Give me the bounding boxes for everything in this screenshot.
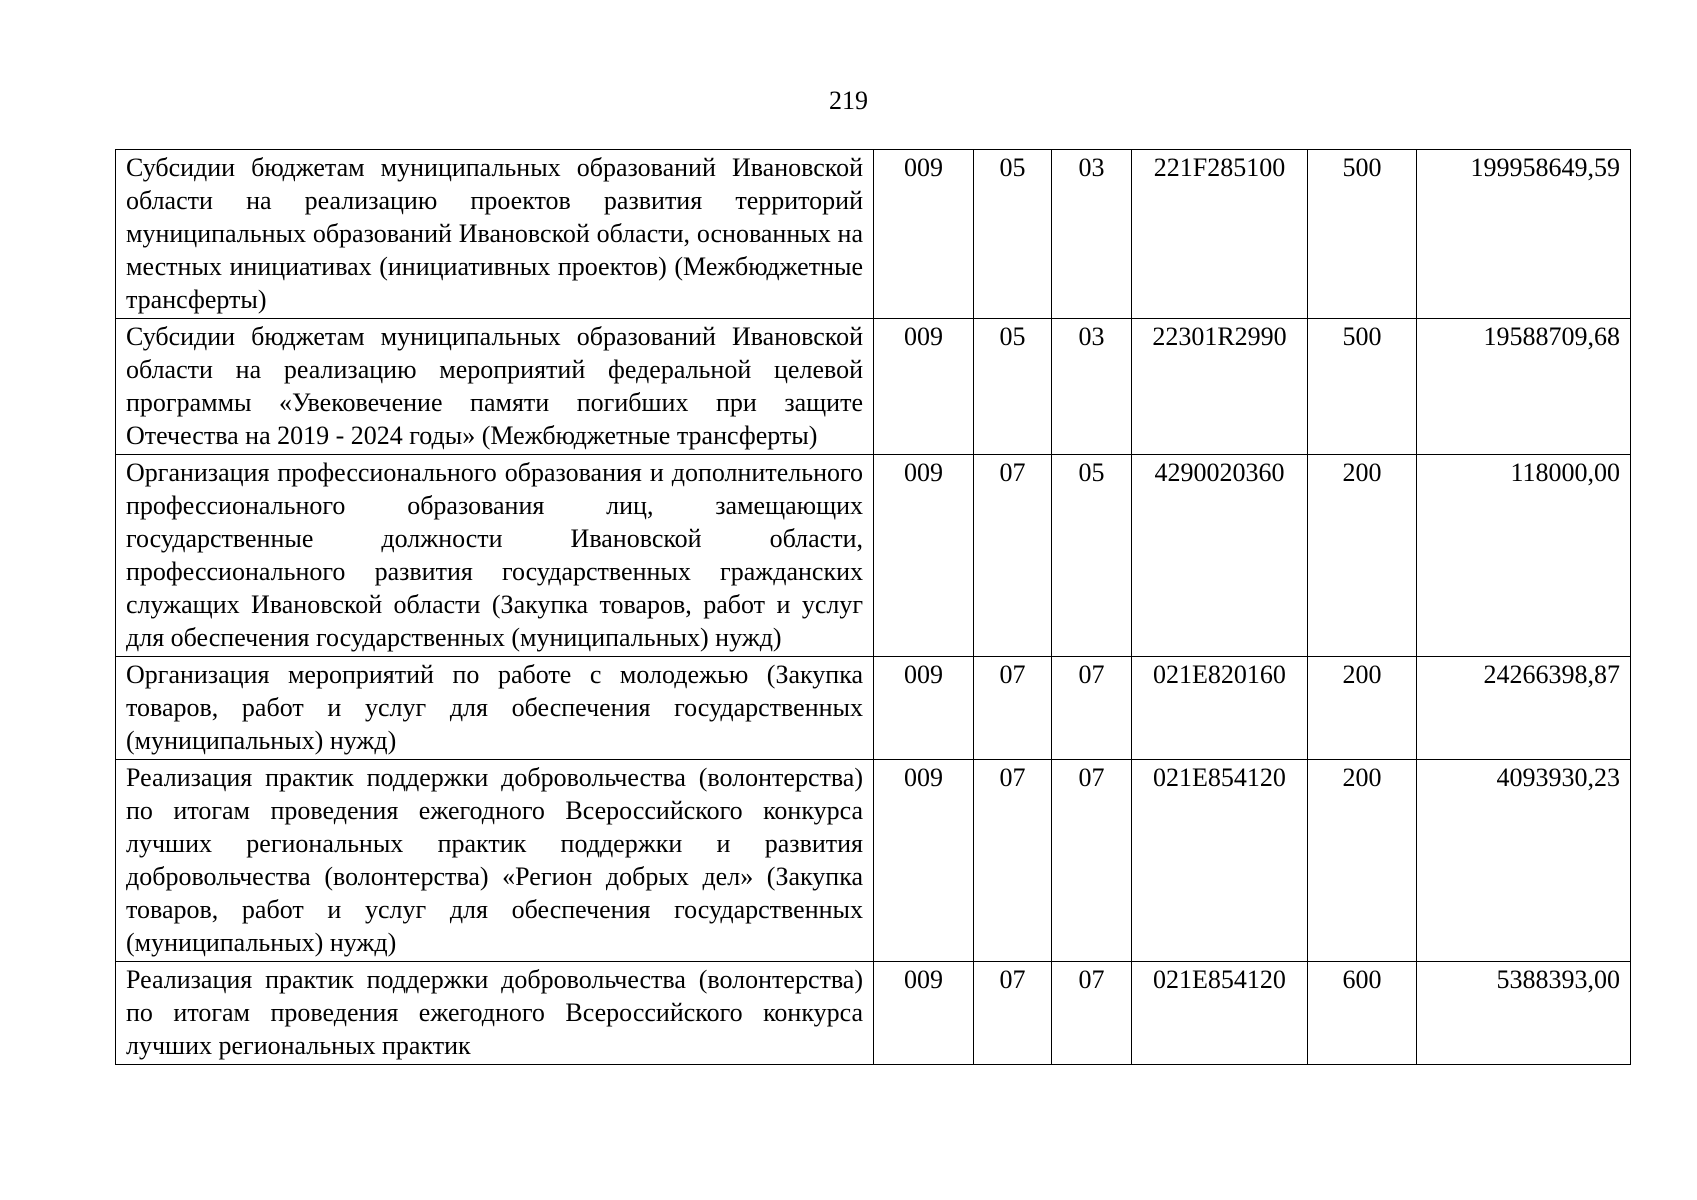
expense-type-code: 200 <box>1308 657 1417 760</box>
department-code: 009 <box>874 455 974 657</box>
section-code: 07 <box>974 657 1052 760</box>
row-description: Субсидии бюджетам муниципальных образований Ивановской области на реализацию проектов развития территорий муниципальных образований Ивановской области, основанных на местных инициативах (инициативных проектов) (Межбюджетные трансферты) <box>116 150 874 319</box>
target-item-code: 221F285100 <box>1132 150 1308 319</box>
subsection-code: 07 <box>1052 657 1132 760</box>
department-code: 009 <box>874 760 974 962</box>
table-row <box>116 760 1631 962</box>
target-item-code: 021E854120 <box>1132 760 1308 962</box>
amount-value: 118000,00 <box>1417 455 1631 657</box>
subsection-code: 05 <box>1052 455 1132 657</box>
target-item-code: 22301R2990 <box>1132 319 1308 455</box>
amount-value: 5388393,00 <box>1417 962 1631 1065</box>
page-number: 219 <box>829 86 868 115</box>
row-description: Организация мероприятий по работе с молодежью (Закупка товаров, работ и услуг для обеспечения государственных (муниципальных) нужд) <box>116 657 874 760</box>
amount-value: 199958649,59 <box>1417 150 1631 319</box>
expense-type-code: 200 <box>1308 455 1417 657</box>
target-item-code: 021E820160 <box>1132 657 1308 760</box>
expense-type-code: 500 <box>1308 150 1417 319</box>
section-code: 05 <box>974 319 1052 455</box>
section-code: 07 <box>974 962 1052 1065</box>
table-row <box>116 455 1631 657</box>
row-description: Организация профессионального образования и дополнительного профессионального образования лиц, замещающих государственные должности Ивановской области, профессионального развития государственных гражданских служащих Ивановской области (Закупка товаров, работ и услуг для обеспечения государственных (муниципальных) нужд) <box>116 455 874 657</box>
subsection-code: 03 <box>1052 319 1132 455</box>
section-code: 07 <box>974 455 1052 657</box>
section-code: 07 <box>974 760 1052 962</box>
amount-value: 24266398,87 <box>1417 657 1631 760</box>
department-code: 009 <box>874 319 974 455</box>
department-code: 009 <box>874 150 974 319</box>
budget-table <box>115 149 1631 1065</box>
table-row <box>116 657 1631 760</box>
section-code: 05 <box>974 150 1052 319</box>
subsection-code: 07 <box>1052 760 1132 962</box>
department-code: 009 <box>874 657 974 760</box>
expense-type-code: 500 <box>1308 319 1417 455</box>
expense-type-code: 600 <box>1308 962 1417 1065</box>
expense-type-code: 200 <box>1308 760 1417 962</box>
department-code: 009 <box>874 962 974 1065</box>
subsection-code: 03 <box>1052 150 1132 319</box>
row-description: Реализация практик поддержки добровольчества (волонтерства) по итогам проведения ежегодного Всероссийского конкурса лучших региональных практик <box>116 962 874 1065</box>
row-description: Реализация практик поддержки добровольчества (волонтерства) по итогам проведения ежегодного Всероссийского конкурса лучших региональных практик поддержки и развития добровольчества (волонтерства) «Регион добрых дел» (Закупка товаров, работ и услуг для обеспечения государственных (муниципальных) нужд) <box>116 760 874 962</box>
table-row <box>116 319 1631 455</box>
row-description: Субсидии бюджетам муниципальных образований Ивановской области на реализацию мероприятий федеральной целевой программы «Увековечение памяти погибших при защите Отечества на 2019 - 2024 годы» (Межбюджетные трансферты) <box>116 319 874 455</box>
target-item-code: 4290020360 <box>1132 455 1308 657</box>
target-item-code: 021E854120 <box>1132 962 1308 1065</box>
amount-value: 4093930,23 <box>1417 760 1631 962</box>
subsection-code: 07 <box>1052 962 1132 1065</box>
amount-value: 19588709,68 <box>1417 319 1631 455</box>
table-row <box>116 150 1631 319</box>
table-row <box>116 962 1631 1065</box>
